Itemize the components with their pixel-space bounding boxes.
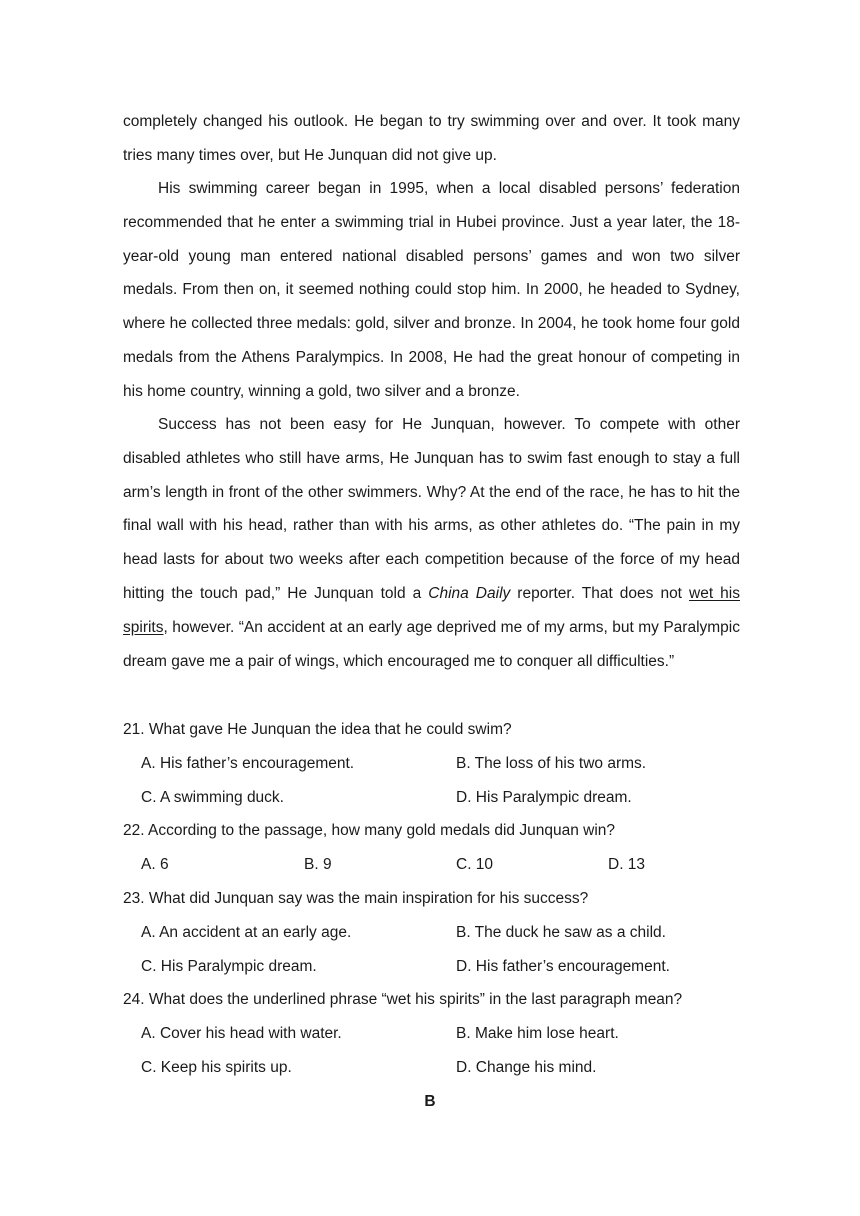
- question-24-stem: 24. What does the underlined phrase “wet his spirits” in the last paragraph mean?: [123, 991, 683, 1008]
- paragraph-3-text-c: , however. “An accident at an early age deprived me of my arms, but my Paralympic dream gave me a pair of wings, which encouraged me to conquer all difficulties.”: [123, 618, 740, 670]
- question-21-stem: 21. What gave He Junquan the idea that he could swim?: [123, 721, 512, 738]
- underlined-phrase: wet his spirits: [123, 584, 740, 636]
- question-24-option-b[interactable]: B. Make him lose heart.: [456, 1025, 619, 1042]
- question-22-option-b[interactable]: B. 9: [304, 856, 332, 873]
- passage-paragraph-1: completely changed his outlook. He began to try swimming over and over. It took many tries many times over, but He Junquan did not give up.: [123, 113, 740, 164]
- paragraph-3-text-b: reporter. That does not: [510, 584, 690, 602]
- question-21-option-d[interactable]: D. His Paralympic dream.: [456, 789, 632, 806]
- question-24-option-a[interactable]: A. Cover his head with water.: [141, 1025, 342, 1042]
- question-23-option-a[interactable]: A. An accident at an early age.: [141, 924, 352, 941]
- question-22-stem: 22. According to the passage, how many gold medals did Junquan win?: [123, 822, 616, 839]
- section-heading: B: [424, 1093, 436, 1110]
- question-21-option-b[interactable]: B. The loss of his two arms.: [456, 755, 647, 772]
- question-22-option-d[interactable]: D. 13: [608, 856, 646, 873]
- question-24-option-d[interactable]: D. Change his mind.: [456, 1059, 597, 1076]
- question-23-stem: 23. What did Junquan say was the main inspiration for his success?: [123, 890, 589, 907]
- passage-paragraph-2: His swimming career began in 1995, when a local disabled persons’ federation recommended that he enter a swimming trial in Hubei province. Just a year later, the 18-year-old young man entered national disabled persons’ games and won two silver medals. From then on, it seemed nothing could stop him. In 2000, he headed to Sydney, where he collected three medals: gold, silver and bronze. In 2004, he took home four gold medals from the Athens Paralympics. In 2008, He had the great honour of competing in his home country, winning a gold, two silver and a bronze.: [123, 180, 740, 400]
- paragraph-3-text-a: Success has not been easy for He Junquan, however. To compete with other disabled athletes who still have arms, He Junquan has to swim fast enough to stay a full arm’s length in front of the other swimmers. Why? At the end of the race, he has to hit the final wall with his head, rather than with his arms, as other athletes do. “The pain in my head lasts for about two weeks after each competition because of the force of my head hitting the touch pad,” He Junquan told a: [123, 416, 740, 602]
- question-24-option-c[interactable]: C. Keep his spirits up.: [141, 1059, 292, 1076]
- question-23-option-d[interactable]: D. His father’s encouragement.: [456, 958, 670, 975]
- passage-paragraph-3: [123, 408, 740, 678]
- question-23-option-b[interactable]: B. The duck he saw as a child.: [456, 924, 666, 941]
- question-22-option-a[interactable]: A. 6: [141, 856, 169, 873]
- question-23-option-c[interactable]: C. His Paralympic dream.: [141, 958, 317, 975]
- question-22-option-c[interactable]: C. 10: [456, 856, 494, 873]
- question-21-option-c[interactable]: C. A swimming duck.: [141, 789, 284, 806]
- newspaper-name: China Daily: [428, 584, 511, 602]
- question-21-option-a[interactable]: A. His father’s encouragement.: [141, 755, 355, 772]
